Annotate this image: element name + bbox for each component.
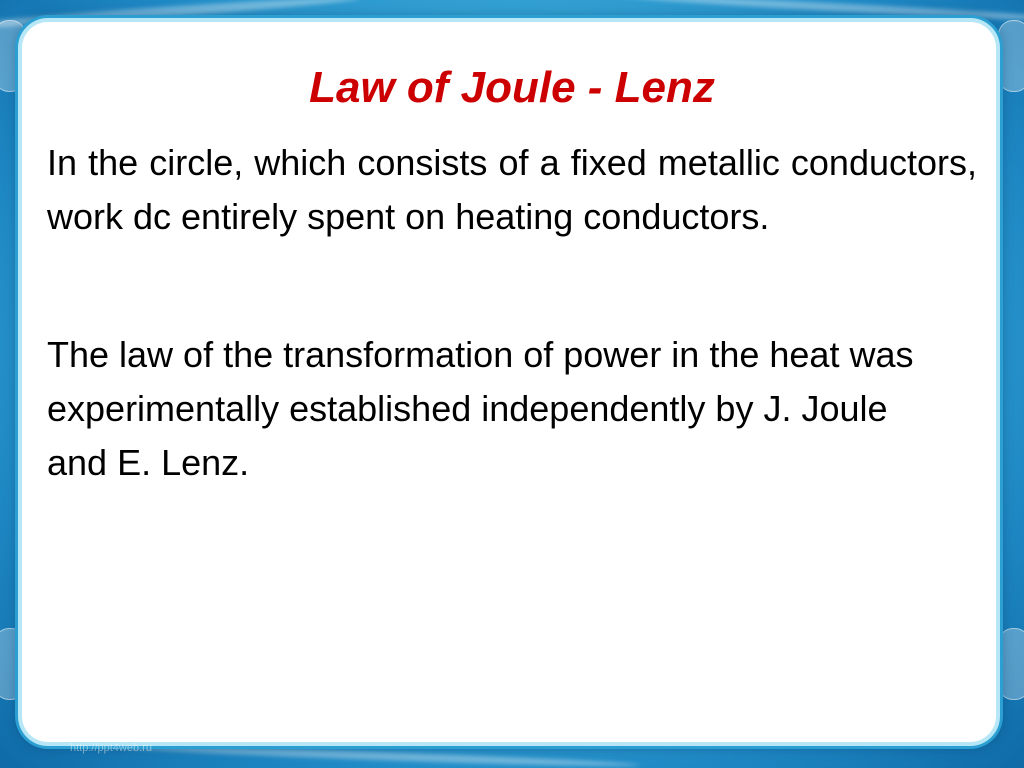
decorative-bubble — [998, 628, 1024, 700]
source-watermark: http://ppt4web.ru — [70, 742, 152, 754]
body-paragraph-2: The law of the transformation of power in the heat was experimentally established independently by J. Joule and E. Lenz. — [47, 334, 914, 483]
body-paragraph-1: In the circle, which consists of a fixed metallic conductors, work dc entirely spent on heating conductors. — [47, 142, 977, 237]
slide-title: Law of Joule - Lenz — [309, 63, 715, 112]
background-light-streak — [120, 743, 640, 768]
